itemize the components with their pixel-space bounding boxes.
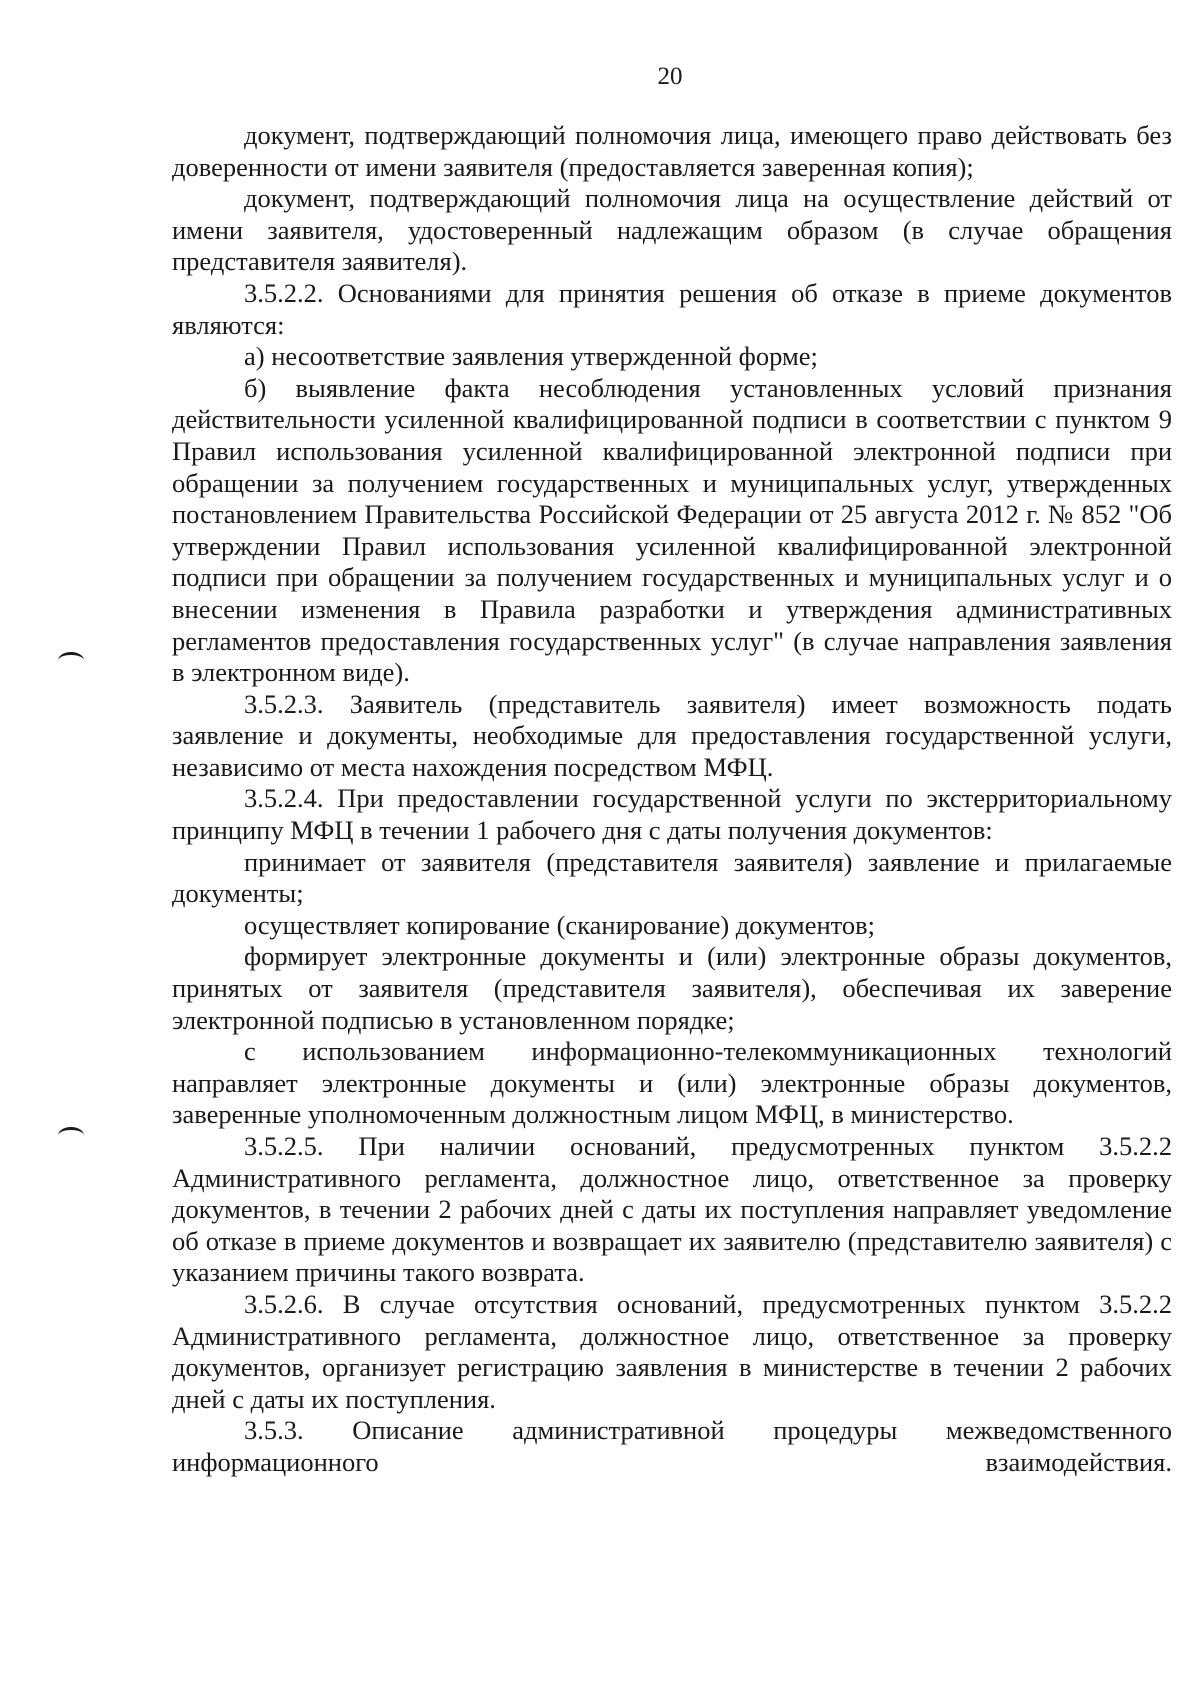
page-number: 20 — [657, 63, 683, 90]
paragraph-representative-document: документ, подтверждающий полномочия лица на осуществление действий от имени заявителя, удостоверенный надлежащим образом (в случае обращения представителя заявителя). — [172, 183, 1172, 277]
paragraph-copies: осуществляет копирование (сканирование) документов; — [244, 909, 875, 940]
paragraph-item-b: б) выявление факта несоблюдения установленных условий признания действительности усиленной квалифицированной подписи в соответствии с пунктом 9 Правил использования усиленной квалифицированной электронной подписи при обращении за получением государственных и муниципальных услуг, утвержденных постановлением Правительства Российской Федерации от 25 августа 2012 г. № 852 "Об утверждении Правил использования усиленной квалифицированной электронной подписи при обращении за получением государственных и муниципальных услуг и о внесении изменения в Правила разработки и утверждения административных регламентов предоставления государственных услуг" (в случае направления заявления в электронном виде). — [172, 372, 1172, 688]
paragraph-3-5-2-2: 3.5.2.2. Основаниями для принятия решения об отказе в приеме документов являются: — [172, 277, 1172, 340]
paragraph-accepts: принимает от заявителя (представителя заявителя) заявление и прилагаемые документы; — [172, 846, 1172, 909]
binding-hole-mark-icon — [58, 1127, 84, 1144]
document-body — [172, 120, 1172, 1479]
paragraph-3-5-2-5: 3.5.2.5. При наличии оснований, предусмотренных пунктом 3.5.2.2 Административного регламента, должностное лицо, ответственное за проверку документов, в течении 2 рабочих дней с даты их поступления направляет уведомление об отказе в приеме документов и возвращает их заявителю (представителю заявителя) с указанием причины такого возврата. — [172, 1131, 1172, 1288]
paragraph-sends: с использованием информационно-телекоммуникационных технологий направляет электронные документы и (или) электронные образы документов, заверенные уполномоченным должностным лицом МФЦ, в министерство. — [172, 1036, 1172, 1130]
paragraph-3-5-2-6: 3.5.2.6. В случае отсутствия оснований, предусмотренных пунктом 3.5.2.2 Административного регламента, должностное лицо, ответственное за проверку документов, организует регистрацию заявления в министерстве в течении 2 рабочих дней с даты их поступления. — [172, 1288, 1172, 1414]
binding-hole-mark-icon — [58, 652, 84, 669]
paragraph-item-a: а) несоответствие заявления утвержденной форме; — [244, 341, 818, 372]
paragraph-3-5-3: 3.5.3. Описание административной процедуры межведомственного информационного взаимодействия. — [172, 1415, 1172, 1477]
paragraph-authority-document: документ, подтверждающий полномочия лица, имеющего право действовать без доверенности от имени заявителя (предоставляется заверенная копия); — [172, 120, 1172, 182]
paragraph-forms: формирует электронные документы и (или) электронные образы документов, принятых от заявителя (представителя заявителя), обеспечивая их заверение электронной подписью в установленном порядке; — [172, 941, 1172, 1035]
paragraph-3-5-2-3: 3.5.2.3. Заявитель (представитель заявителя) имеет возможность подать заявление и документы, необходимые для предоставления государственной услуги, независимо от места нахождения посредством МФЦ. — [172, 688, 1172, 782]
paragraph-3-5-2-4: 3.5.2.4. При предоставлении государственной услуги по экстерриториальному принципу МФЦ в течении 1 рабочего дня с даты получения документов: — [172, 783, 1172, 846]
